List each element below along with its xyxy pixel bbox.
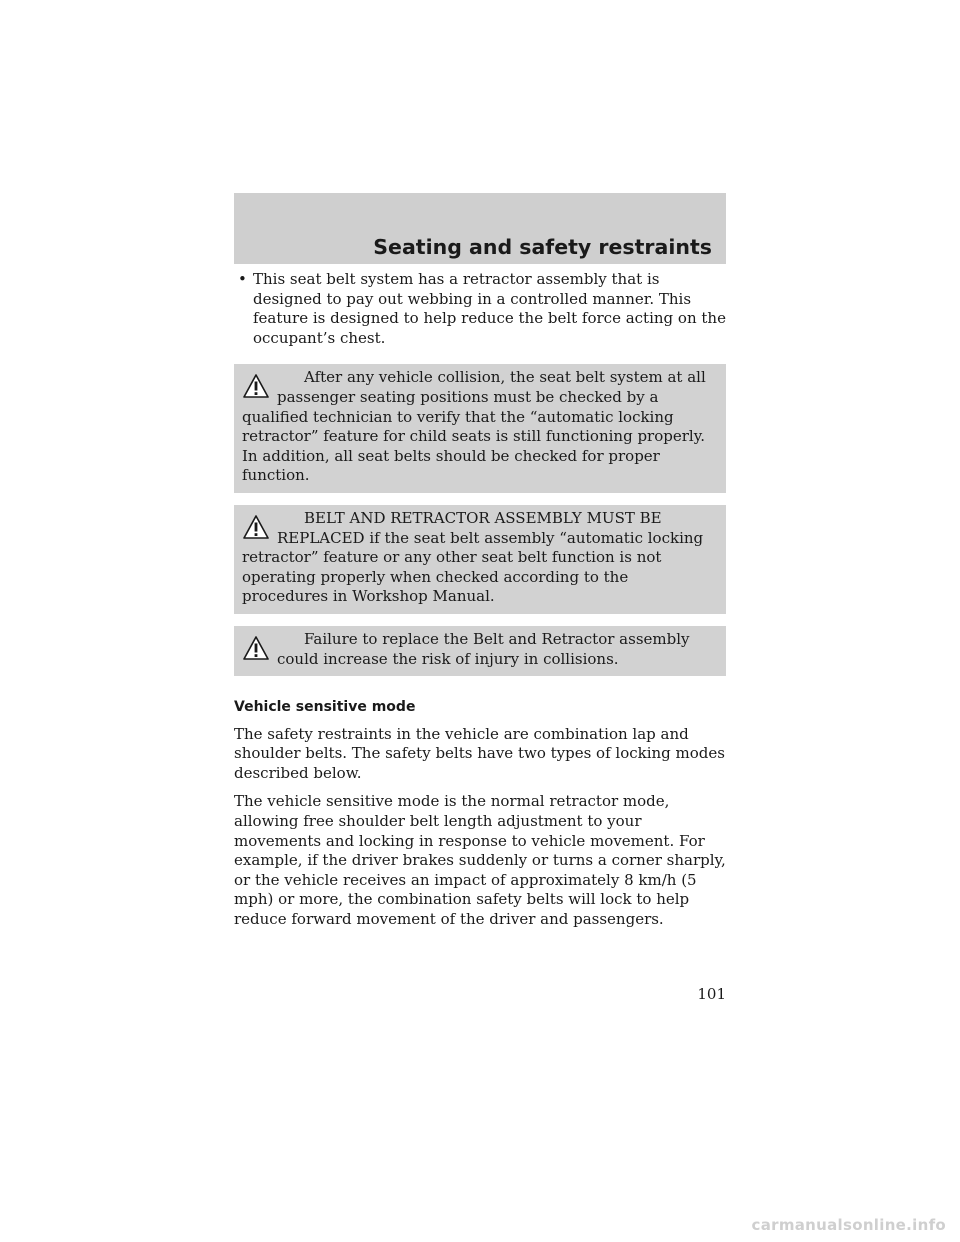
warning-triangle-icon <box>242 635 270 661</box>
body-paragraph: The vehicle sensitive mode is the normal retractor mode, allowing free shoulder belt length adjustment to your movements and locking in response to vehicle movement. For example, if the driver brakes suddenly or turns a corner sharply, or the vehicle receives an impact of approximately 8 km/h (5 mph) or more, the combination safety belts will lock to help reduce forward movement of the driver and passengers. <box>234 792 726 929</box>
page-content <box>234 270 726 939</box>
bullet-item <box>234 270 726 348</box>
bullet-dot-icon: • <box>238 270 247 288</box>
warning-text: Failure to replace the Belt and Retractor assembly could increase the risk of injury in collisions. <box>277 629 690 668</box>
warning-triangle-icon <box>242 373 270 399</box>
warning-triangle-icon <box>242 514 270 540</box>
warning-box <box>234 505 726 614</box>
page-number: 101 <box>697 985 726 1003</box>
warning-box <box>234 364 726 493</box>
warning-box <box>234 626 726 676</box>
warning-text: After any vehicle collision, the seat belt system at all passenger seating positions must be checked by a qualified technician to verify that the “automatic locking retractor” feature for child seats is still functioning properly. In addition, all seat belts should be checked for proper function. <box>242 368 706 485</box>
warning-text: BELT AND RETRACTOR ASSEMBLY MUST BE REPLACED if the seat belt assembly “automatic locking retractor” feature or any other seat belt function is not operating properly when checked according to the procedures in Workshop Manual. <box>242 508 704 606</box>
body-paragraph: The safety restraints in the vehicle are combination lap and shoulder belts. The safety belts have two types of locking modes described below. <box>234 724 725 782</box>
section-title: Seating and safety restraints <box>373 235 712 259</box>
section-heading: Vehicle sensitive mode <box>234 699 416 716</box>
bullet-text: This seat belt system has a retractor assembly that is designed to pay out webbing in a controlled manner. This feature is designed to help reduce the belt force acting on the occupant’s chest. <box>253 270 726 347</box>
watermark-link[interactable]: carmanualsonline.info <box>751 1216 946 1234</box>
section-header-band <box>234 193 726 264</box>
